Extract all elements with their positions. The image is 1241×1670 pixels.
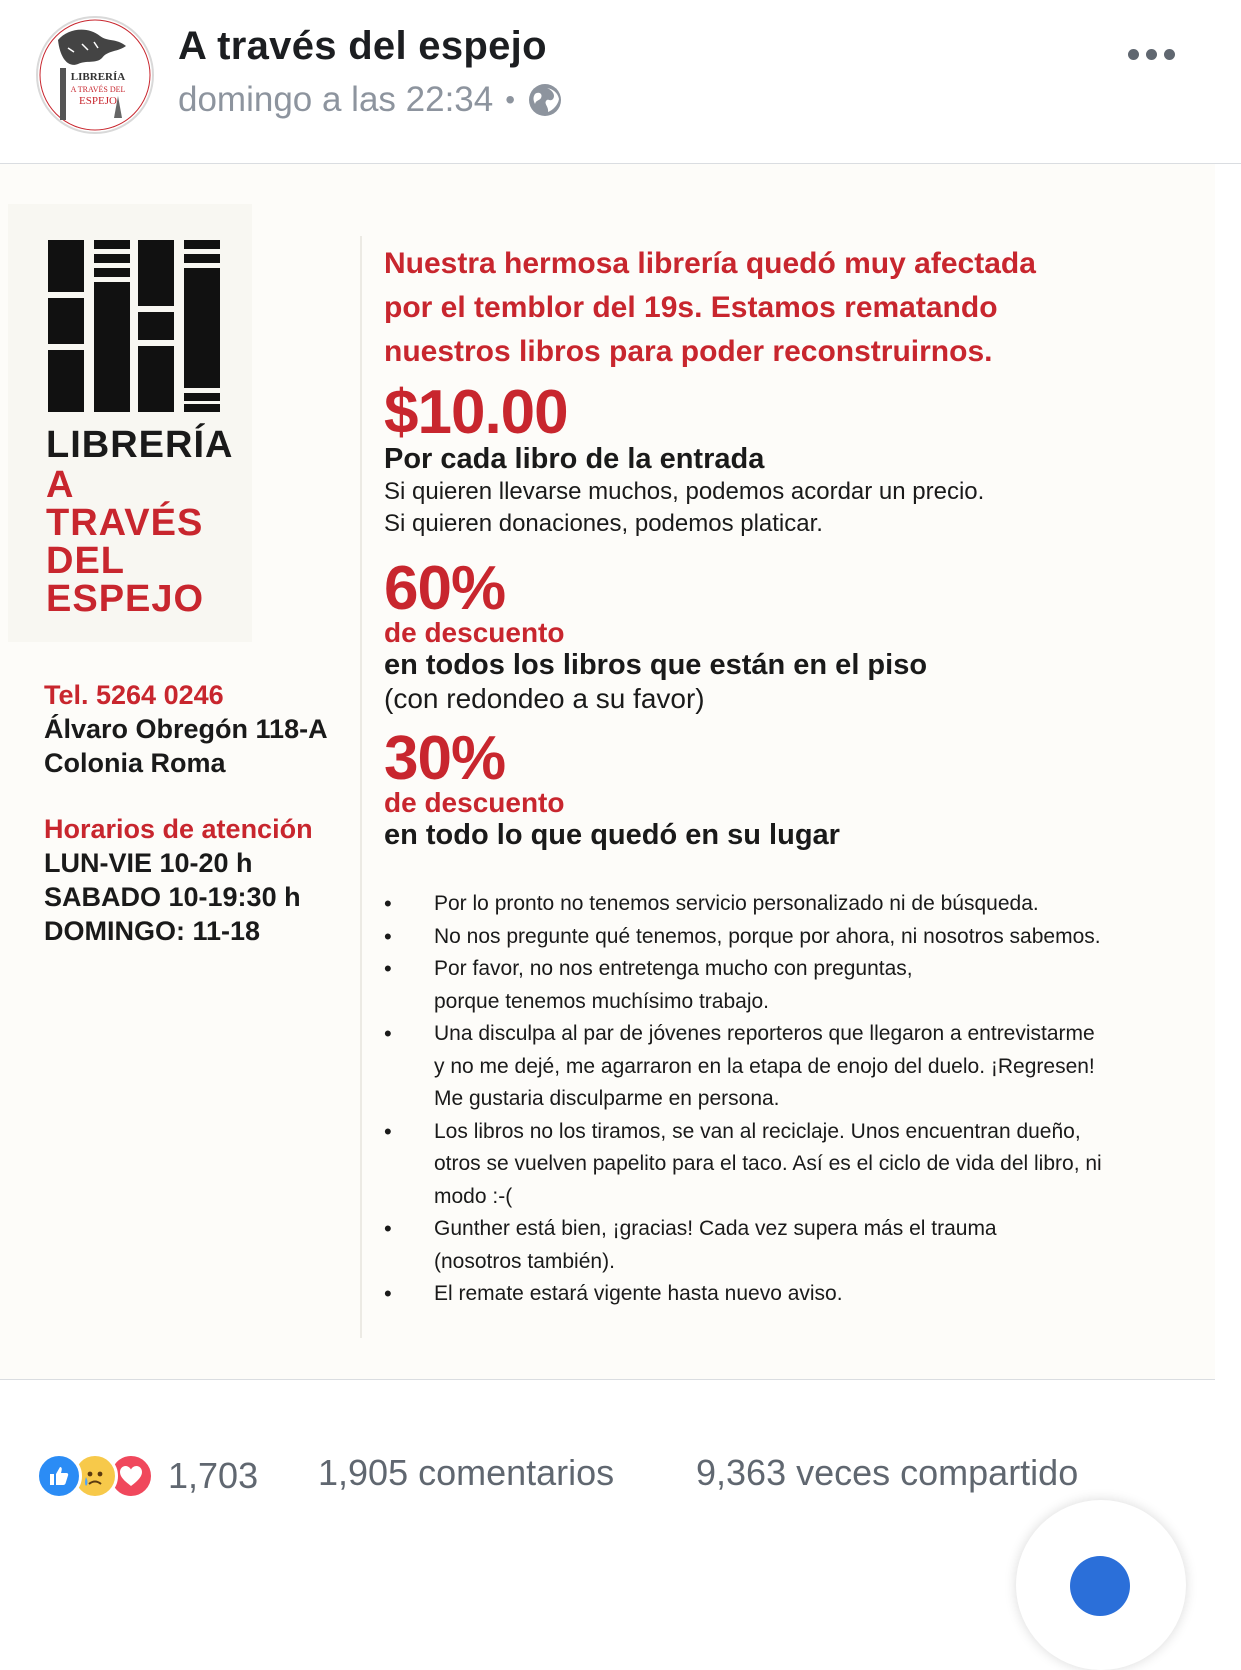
reactions-summary[interactable]: [36, 1452, 258, 1500]
page-avatar[interactable]: [36, 16, 154, 134]
notice-item: • Una disculpa al par de jóvenes reporteros que llegaron a entrevistarme y no me dejé, me agarraron en la etapa de enojo del duelo. ¡Regresen! Me gustaria disculparme en persona.: [384, 1018, 1174, 1116]
intro-text: Nuestra hermosa librería quedó muy afectada por el temblor del 19s. Estamos rematando nuestros libros para poder reconstruirnos.: [384, 247, 1036, 368]
post-timestamp[interactable]: domingo a las 22:34: [178, 80, 494, 119]
post-image[interactable]: [0, 164, 1215, 1379]
svg-text:A TRAVÉS DEL: A TRAVÉS DEL: [70, 85, 126, 94]
notice-item: • Por favor, no nos entretenga mucho con preguntas, porque tenemos muchísimo trabajo.: [384, 953, 1174, 1018]
discount-30-percent: 30%: [384, 724, 506, 793]
more-dots-icon: [1128, 49, 1139, 60]
bookshelf-logo-icon: [48, 240, 222, 412]
shares-count-link[interactable]: 9,363 veces compartido: [696, 1452, 1079, 1493]
notice-list: [384, 888, 1184, 1311]
address-line-2: Colonia Roma: [44, 748, 226, 778]
reaction-count: 1,703: [168, 1455, 259, 1496]
flyer-content: [384, 242, 1184, 1311]
logo-libreria-text: LIBRERÍA: [46, 424, 234, 466]
discount-label: de descuento: [384, 617, 565, 648]
notice-item: • Por lo pronto no tenemos servicio personalizado ni de búsqueda.: [384, 888, 1174, 921]
hours-line: DOMINGO: 11-18: [44, 916, 261, 946]
notice-item: • Gunther está bien, ¡gracias! Cada vez supera más el trauma (nosotros también).: [384, 1213, 1174, 1278]
opening-hours: [44, 812, 313, 948]
notice-item: • Los libros no los tiramos, se van al reciclaje. Unos encuentran dueño, otros se vuelven papelito para el taco. Así es el ciclo de vida del libro, ni modo :-(: [384, 1116, 1174, 1214]
price-offer-headline: Por cada libro de la entrada: [384, 443, 765, 475]
column-divider: [360, 236, 362, 1338]
notice-item: • El remate estará vigente hasta nuevo aviso.: [384, 1278, 1174, 1311]
svg-text:ESPEJO: ESPEJO: [79, 95, 117, 107]
discount-60-headline: en todos los libros que están en el piso: [384, 649, 928, 681]
notice-item: • No nos pregunte qué tenemos, porque por ahora, ni nosotros sabemos.: [384, 921, 1174, 954]
image-divider: [0, 1379, 1215, 1380]
discount-30-headline: en todo lo que quedó en su lugar: [384, 819, 840, 851]
globe-icon[interactable]: [527, 82, 563, 118]
phone-number: Tel. 5264 0246: [44, 680, 224, 710]
discount-60-note: (con redondeo a su favor): [384, 683, 705, 714]
post-header: [0, 0, 1241, 165]
like-icon: [36, 1453, 82, 1499]
floating-button-icon: [1070, 1556, 1130, 1616]
avatar-logo-icon: [38, 18, 152, 132]
comments-count-link[interactable]: 1,905 comentarios: [318, 1452, 615, 1493]
page-name-link[interactable]: A través del espejo: [178, 24, 547, 68]
meta-separator: •: [505, 84, 516, 115]
contact-info: [44, 678, 328, 780]
hours-heading: Horarios de atención: [44, 814, 313, 844]
bookstore-logo: [8, 204, 252, 642]
price-offer: $10.00: [384, 378, 568, 447]
discount-60-percent: 60%: [384, 554, 506, 623]
discount-label: de descuento: [384, 787, 565, 818]
address-line-1: Álvaro Obregón 118-A: [44, 714, 328, 744]
post-meta: [178, 80, 563, 120]
price-offer-note: Si quieren llevarse muchos, podemos acordar un precio.: [384, 478, 985, 505]
more-options-button[interactable]: [1128, 42, 1184, 66]
logo-title: A TRAVÉS DEL ESPEJO: [46, 464, 205, 620]
svg-text:LIBRERÍA: LIBRERÍA: [70, 71, 126, 83]
hours-line: LUN-VIE 10-20 h: [44, 848, 253, 878]
price-offer-note: Si quieren donaciones, podemos platicar.: [384, 510, 823, 537]
hours-line: SABADO 10-19:30 h: [44, 882, 301, 912]
